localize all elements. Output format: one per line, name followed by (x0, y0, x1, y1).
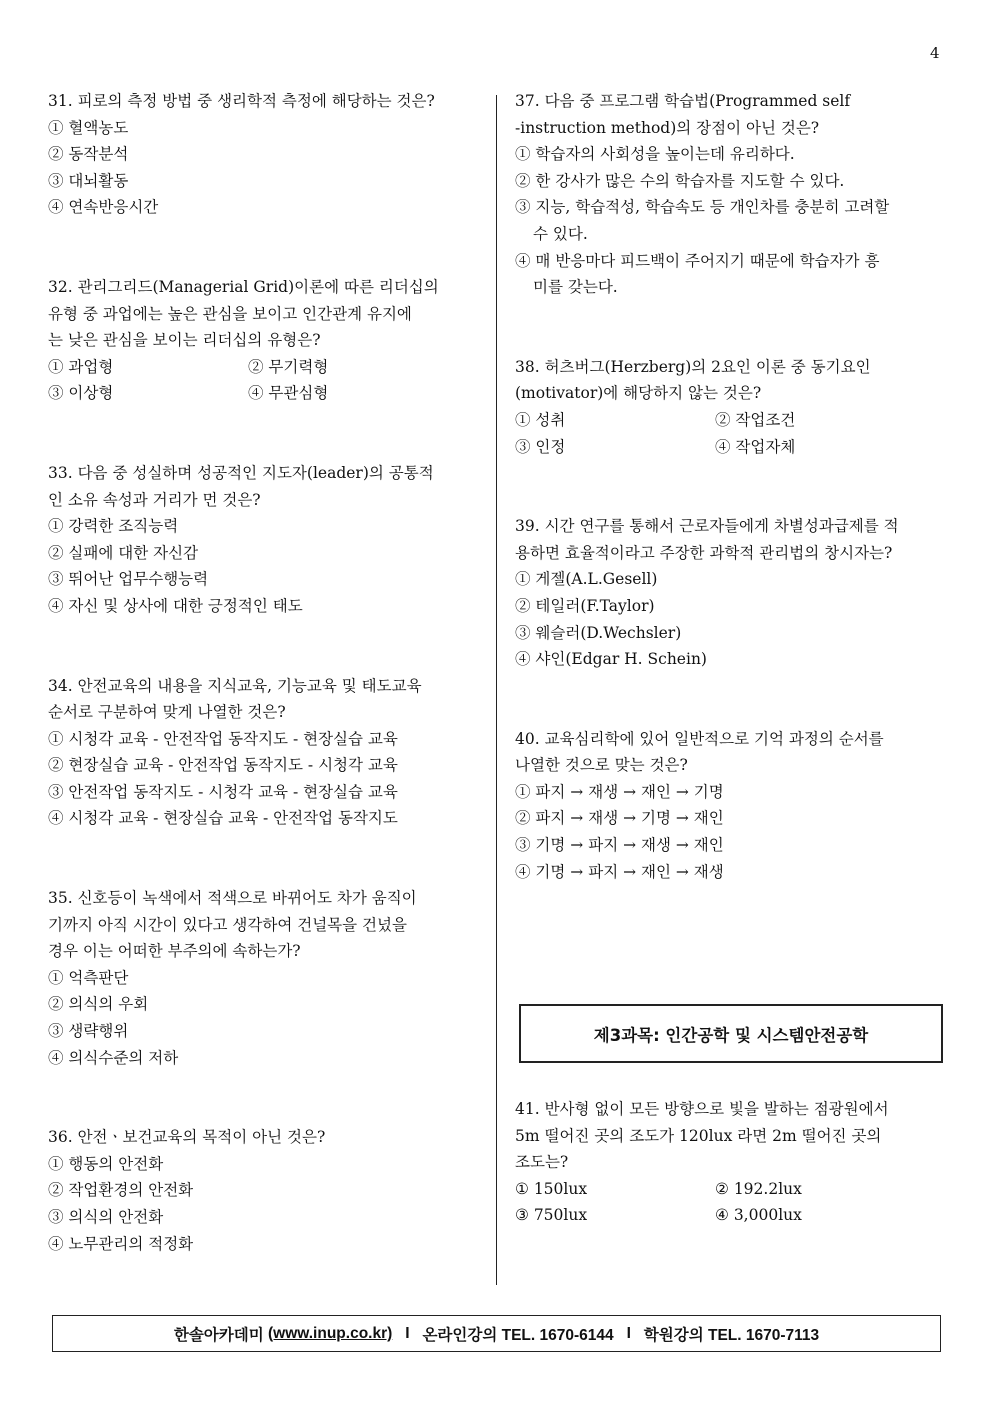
option: ④ 매 반응마다 피드백이 주어지기 때문에 학습자가 흥 (515, 251, 880, 270)
option-row (48, 380, 478, 407)
question-text: 순서로 구분하여 맞게 나열한 것은? (48, 703, 286, 722)
option-row (48, 354, 478, 381)
option: ④ 무관심형 (248, 384, 329, 403)
question-text: 경우 이는 어떠한 부주의에 속하는가? (48, 942, 301, 961)
option-row (515, 407, 945, 434)
option: ② 무기력형 (248, 357, 329, 376)
option: ② 실패에 대한 자신감 (48, 543, 199, 562)
question-40 (515, 726, 945, 886)
question-text: 40. 교육심리학에 있어 일반적으로 기억 과정의 순서를 (515, 729, 884, 748)
question-41 (515, 1096, 945, 1229)
option: ② 의식의 우회 (48, 995, 149, 1014)
footer-url-link[interactable]: (www.inup.co.kr) (268, 1324, 393, 1342)
section-title: 제3과목: 인간공학 및 시스템안전공학 (519, 1004, 943, 1063)
footer-separator: I (626, 1324, 631, 1342)
left-column (48, 88, 478, 1257)
option: ① 150lux (515, 1179, 588, 1198)
question-text: -instruction method)의 장점이 아닌 것은? (515, 118, 820, 137)
option-row (515, 1202, 945, 1229)
question-text: 34. 안전교육의 내용을 지식교육, 기능교육 및 태도교육 (48, 676, 422, 695)
question-text: 38. 허츠버그(Herzberg)의 2요인 이론 중 동기요인 (515, 357, 871, 376)
question-text: 유형 중 과업에는 높은 관심을 보이고 인간관계 유지에 (48, 304, 412, 323)
option: ④ 노무관리의 적정화 (48, 1234, 194, 1253)
option-continuation: 미를 갖는다. (533, 278, 618, 297)
question-36 (48, 1124, 478, 1257)
question-text: 인 소유 속성과 거리가 먼 것은? (48, 490, 261, 509)
option: ② 테일러(F.Taylor) (515, 596, 655, 615)
option: ② 작업조건 (715, 410, 796, 429)
option: ④ 작업자체 (715, 437, 796, 456)
option: ② 한 강사가 많은 수의 학습자를 지도할 수 있다. (515, 171, 845, 190)
option: ④ 연속반응시간 (48, 198, 159, 217)
question-33 (48, 460, 478, 620)
option-row (515, 434, 945, 461)
option: ③ 기명 → 파지 → 재생 → 재인 (515, 836, 724, 855)
option: ① 혈액농도 (48, 118, 129, 137)
option: ① 억측판단 (48, 968, 129, 987)
option: ② 파지 → 재생 → 기명 → 재인 (515, 809, 724, 828)
question-32 (48, 274, 478, 407)
option: ④ 샤인(Edgar H. Schein) (515, 650, 707, 669)
question-text: 39. 시간 연구를 통해서 근로자들에게 차별성과급제를 적 (515, 517, 899, 536)
option: ④ 시청각 교육 - 현장실습 교육 - 안전작업 동작지도 (48, 809, 398, 828)
question-text: (motivator)에 해당하지 않는 것은? (515, 384, 762, 403)
question-text: 35. 신호등이 녹색에서 적색으로 바뀌어도 차가 움직이 (48, 889, 417, 908)
question-text: 기까지 아직 시간이 있다고 생각하여 건널목을 건넜을 (48, 915, 407, 934)
option: ① 강력한 조직능력 (48, 517, 179, 536)
option: ③ 이상형 (48, 384, 114, 403)
option: ① 파지 → 재생 → 재인 → 기명 (515, 782, 724, 801)
page-number: 4 (930, 44, 940, 62)
footer-offline-phone: 학원강의 TEL. 1670-7113 (643, 1326, 820, 1344)
question-text: 32. 관리그리드(Managerial Grid)이론에 따른 리더십의 (48, 277, 439, 296)
option: ① 학습자의 사회성을 높이는데 유리하다. (515, 145, 795, 164)
question-text: 나열한 것으로 맞는 것은? (515, 756, 688, 775)
option: ④ 기명 → 파지 → 재인 → 재생 (515, 862, 724, 881)
question-text: 조도는? (515, 1153, 569, 1172)
question-text: 는 낮은 관심을 보이는 리더십의 유형은? (48, 331, 321, 350)
option: ③ 웨슬러(D.Wechsler) (515, 623, 682, 642)
option: ③ 750lux (515, 1206, 588, 1225)
option: ③ 뛰어난 업무수행능력 (48, 570, 209, 589)
option: ④ 자신 및 상사에 대한 긍정적인 태도 (48, 596, 303, 615)
option: ③ 생략행위 (48, 1022, 129, 1041)
option: ④ 의식수준의 저하 (48, 1048, 179, 1067)
question-text: 5m 떨어진 곳의 조도가 120lux 라면 2m 떨어진 곳의 (515, 1126, 882, 1145)
question-text: 41. 반사형 없이 모든 방향으로 빛을 발하는 점광원에서 (515, 1100, 889, 1118)
footer (52, 1315, 941, 1352)
question-35 (48, 885, 478, 1071)
column-divider (496, 95, 497, 1285)
question-text: 31. 피로의 측정 방법 중 생리학적 측정에 해당하는 것은? (48, 92, 435, 110)
option: ③ 지능, 학습적성, 학습속도 등 개인차를 충분히 고려할 (515, 198, 890, 217)
question-34 (48, 673, 478, 833)
option-row (515, 1176, 945, 1203)
option: ④ 3,000lux (715, 1206, 802, 1225)
footer-separator: I (405, 1324, 410, 1342)
option: ③ 의식의 안전화 (48, 1208, 164, 1226)
question-39 (515, 513, 945, 673)
right-column-lower (515, 1096, 945, 1229)
option: ② 192.2lux (715, 1179, 802, 1198)
option: ③ 안전작업 동작지도 - 시청각 교육 - 현장실습 교육 (48, 782, 398, 801)
right-column (515, 88, 945, 885)
option: ① 성취 (515, 410, 566, 429)
option: ① 게젤(A.L.Gesell) (515, 570, 658, 589)
option: ① 과업형 (48, 357, 114, 376)
option: ③ 대뇌활동 (48, 171, 129, 190)
question-38 (515, 354, 945, 460)
question-31 (48, 88, 478, 221)
question-37 (515, 88, 945, 301)
option-continuation: 수 있다. (533, 224, 588, 243)
question-text: 용하면 효율적이라고 주장한 과학적 관리법의 창시자는? (515, 543, 893, 562)
footer-academy: 한솔아카데미 (173, 1326, 264, 1344)
question-text: 37. 다음 중 프로그램 학습법(Programmed self (515, 92, 851, 110)
option: ① 시청각 교육 - 안전작업 동작지도 - 현장실습 교육 (48, 729, 398, 748)
option: ③ 인정 (515, 437, 566, 456)
question-text: 33. 다음 중 성실하며 성공적인 지도자(leader)의 공통적 (48, 463, 434, 482)
question-text: 36. 안전ㆍ보건교육의 목적이 아닌 것은? (48, 1128, 326, 1147)
option: ② 작업환경의 안전화 (48, 1181, 194, 1200)
option: ② 동작분석 (48, 145, 129, 164)
footer-online-phone: 온라인강의 TEL. 1670-6144 (422, 1326, 614, 1344)
option: ① 행동의 안전화 (48, 1154, 164, 1173)
option: ② 현장실습 교육 - 안전작업 동작지도 - 시청각 교육 (48, 756, 398, 775)
